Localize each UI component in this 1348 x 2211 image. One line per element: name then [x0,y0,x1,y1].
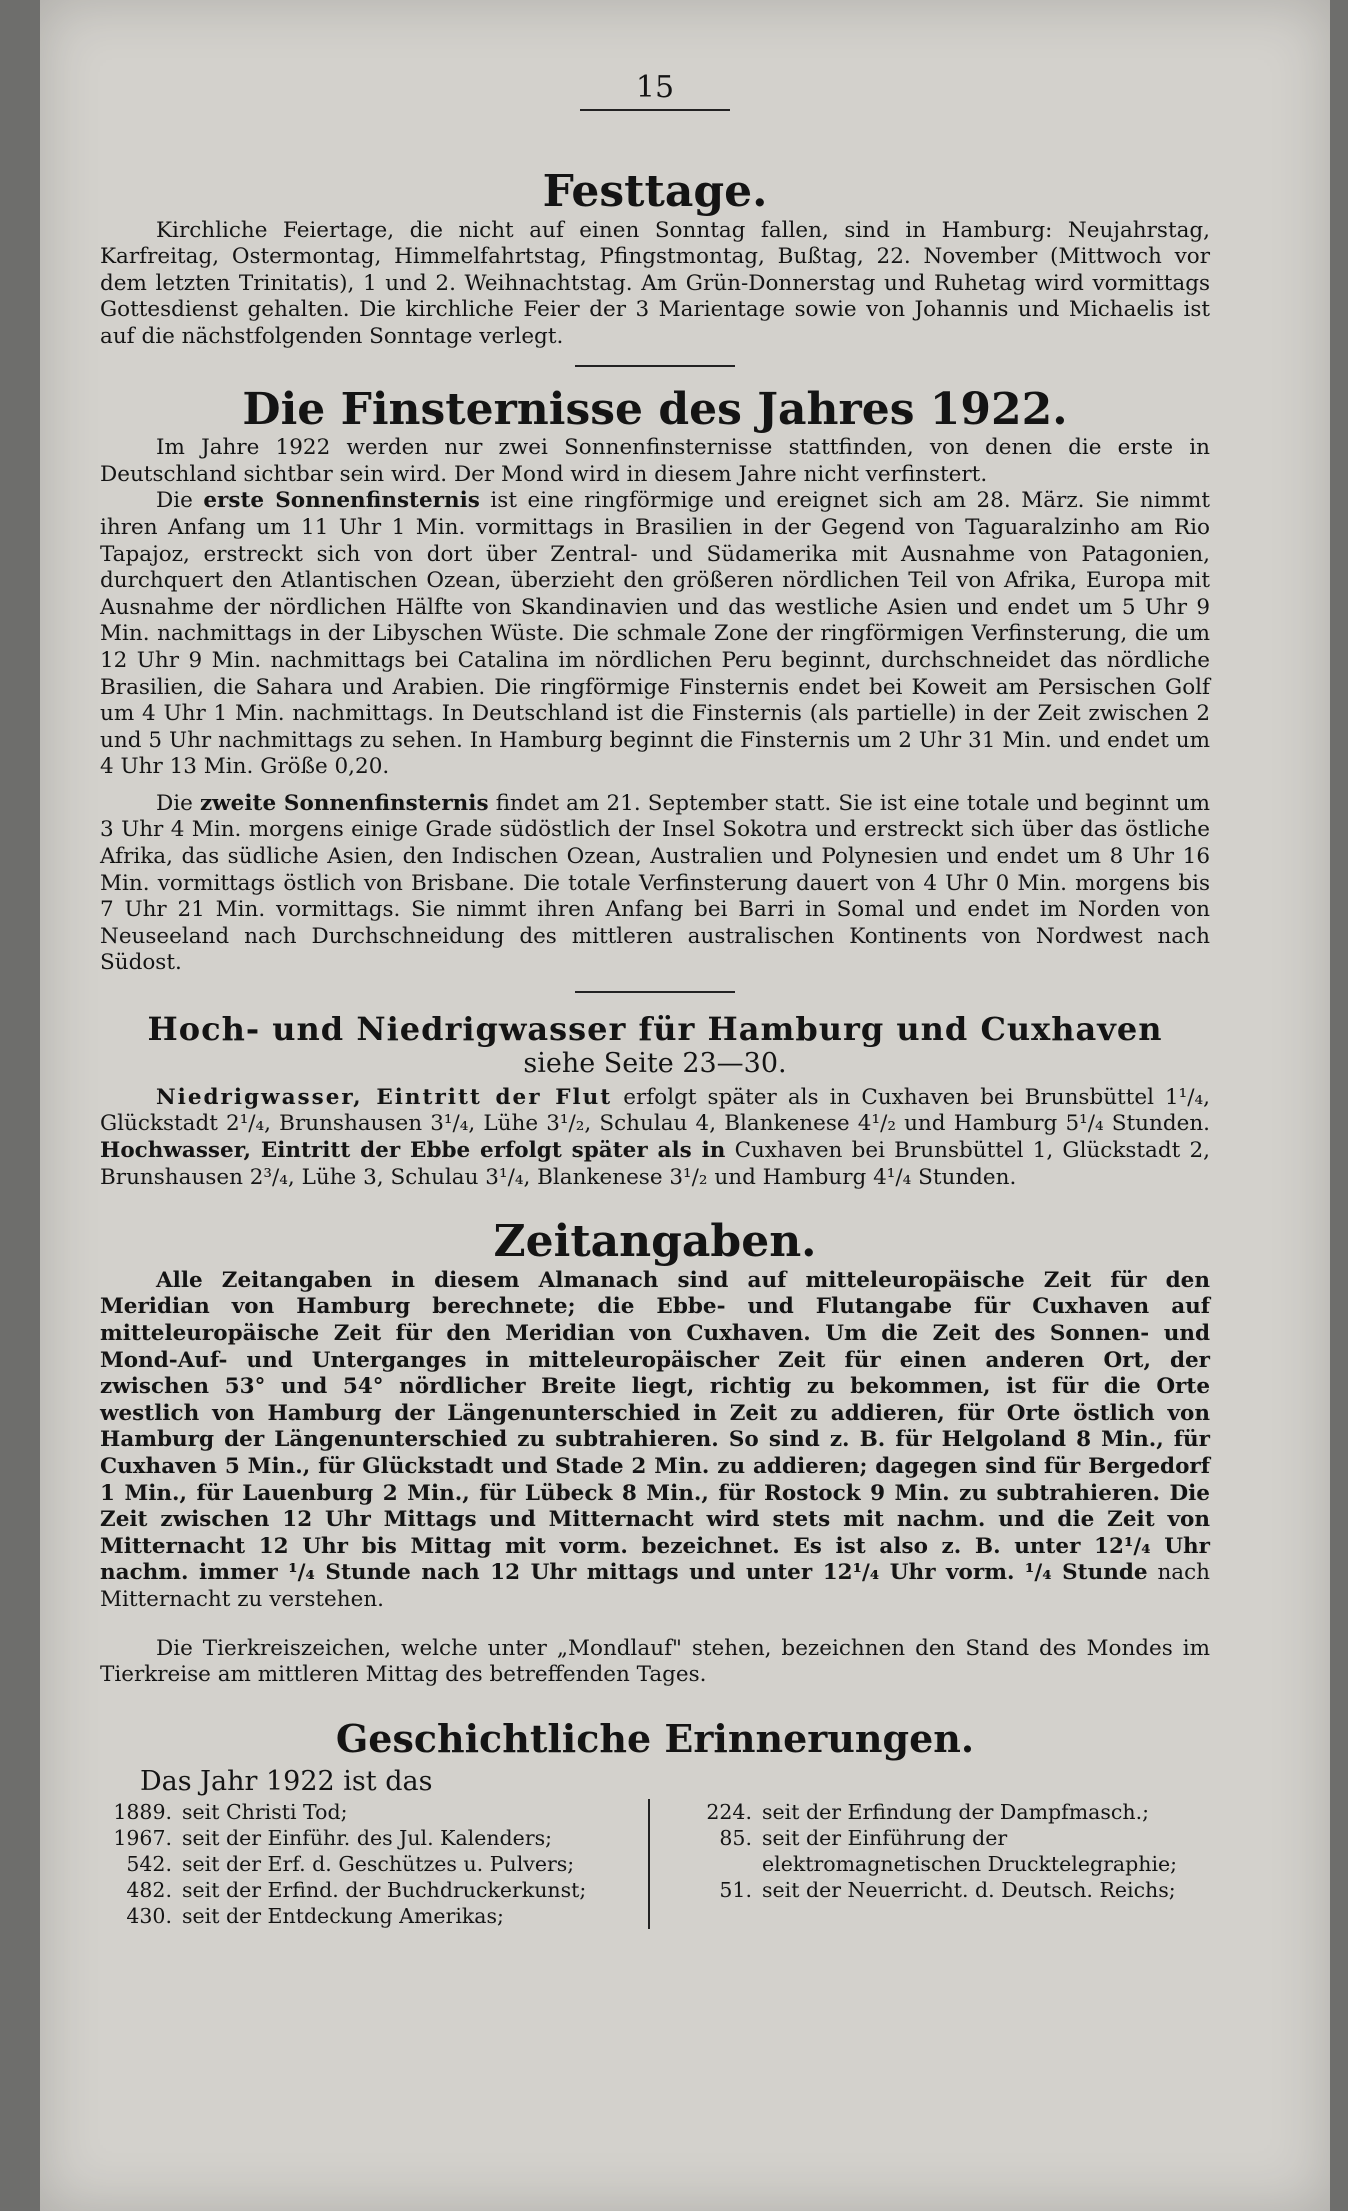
hochwasser-paragraph [100,1085,1210,1191]
section-title-festtage: Festtage. [542,166,768,217]
section-title-hochwasser: Hoch- und Niedrigwasser für Hamburg und Cuxhaven [147,1010,1163,1049]
list-item-year: 85. [719,1826,752,1851]
second-eclipse-term: zweite Sonnenfinsternis [199,790,489,816]
list-item [680,1825,1210,1877]
list-item [680,1799,1210,1825]
erinnerungen-table [100,1799,1210,1929]
list-item-text: seit der Einführung der elektromagnetischen Drucktelegraphie; [762,1826,1178,1877]
section-title-erinnerungen: Geschichtliche Erinnerungen. [335,1715,975,1761]
divider [575,991,735,993]
second-eclipse-paragraph [100,791,1210,977]
divider [575,365,735,367]
list-item-text: seit der Erfindung der Dampfmasch.; [762,1800,1150,1825]
list-item-year: 224. [706,1800,752,1825]
tierkreis-paragraph: Die Tierkreiszeichen, welche unter „Mondlauf" stehen, bezeichnen den Stand des Mondes im Tierkreise am mittleren Mittag des betreffenden Tages. [100,1635,1210,1688]
hochwasser-term: Hochwasser, Eintritt der Ebbe erfolgt später als in [100,1138,726,1164]
list-item [100,1799,630,1825]
list-item [100,1877,630,1903]
second-eclipse-pre: Die [156,790,200,816]
erinnerungen-right-column [650,1799,1210,1929]
list-item [100,1903,630,1929]
list-item-text: seit der Entdeckung Amerikas; [182,1904,504,1929]
zeitangaben-paragraph [100,1268,1210,1614]
section-title-zeitangaben: Zeitangaben. [493,1216,817,1268]
list-item-year: 51. [719,1878,752,1903]
list-item-text: seit der Erf. d. Geschützes u. Pulvers; [182,1852,575,1877]
page-content [100,70,1210,1929]
list-item-year: 1889. [113,1800,172,1825]
list-item-text: seit Christi Tod; [182,1800,348,1825]
list-item-year: 1967. [113,1826,172,1851]
festtage-text: Kirchliche Feiertage, die nicht auf einen Sonntag fallen, sind in Hamburg: Neujahrstag, Karfreitag, Ostermontag, Himmelfahrtstag, Pfingstmontag, Bußtag, 22. November (Mittwoch vor dem letzten Trinitatis), 1 und 2. Weihnachtstag. Am Grün-Donnerstag und Ruhetag wird vormittags Gottesdienst gehalten. Die kirchliche Feier der 3 Marientage sowie von Johannis und Michaelis ist auf die nächstfolgenden Sonntage verlegt. [100,217,1210,349]
list-item [680,1877,1210,1903]
list-item [100,1851,630,1877]
almanac-page [40,0,1330,2211]
list-item-year: 430. [126,1904,172,1929]
header-rule [580,109,730,111]
section-title-finsternisse: Die Finsternisse des Jahres 1922. [242,383,1068,435]
erinnerungen-left-column [100,1799,650,1929]
list-item-year: 542. [126,1852,172,1877]
niedrigwasser-term: Niedrigwasser, Eintritt der Flut [156,1084,613,1110]
list-item-text: seit der Erfind. der Buchdruckerkunst; [182,1878,587,1903]
first-eclipse-paragraph [100,488,1210,781]
niedrigwasser-text: erfolgt später als in Cuxhaven bei Brunsbüttel 1¹/₄, Glückstadt 2¹/₄, Brunshausen 3¹/₄, Lühe 3¹/₂, Schulau 4, Blankenese 4¹/₂ und Hamburg 5¹/₄ Stunden. [100,1084,1210,1137]
first-eclipse-text: ist eine ringförmige und ereignet sich am 28. März. Sie nimmt ihren Anfang um 11 Uhr 1 Min. vormittags in Brasilien in der Gegend von Taguaralzinho am Rio Tapajoz, erstreckt sich von dort über Zentral- und Südamerika mit Ausnahme von Patagonien, durchquert den Atlantischen Ozean, überzieht den größeren nördlichen Teil von Afrika, Europa mit Ausnahme der nördlichen Hälfte von Skandinavien und das westliche Asien und endet um 5 Uhr 9 Min. nachmittags in der Libyschen Wüste. Die schmale Zone der ringförmigen Verfinsterung, die um 12 Uhr 9 Min. nachmittags bei Catalina im nördlichen Peru beginnt, durchschneidet das nördliche Brasilien, die Sahara und Arabien. Die ringförmige Finsternis endet bei Koweit am Persischen Golf um 4 Uhr 1 Min. nachmittags. In Deutschland ist die Finsternis (als partielle) in der Zeit zwischen 2 und 5 Uhr nachmittags zu sehen. In Hamburg beginnt die Finsternis um 2 Uhr 31 Min. und endet um 4 Uhr 13 Min. Größe 0,20. [100,488,1210,780]
first-eclipse-term: erste Sonnenfinsternis [203,488,480,514]
list-item-text: seit der Neuerricht. d. Deutsch. Reichs; [762,1878,1176,1903]
erinnerungen-intro: Das Jahr 1922 ist das [140,1766,433,1798]
list-item-year: 482. [126,1878,172,1903]
second-eclipse-text: findet am 21. September statt. Sie ist eine totale und beginnt um 3 Uhr 4 Min. morgens einige Grade südöstlich der Insel Sokotra und erstreckt sich über das östliche Afrika, das südliche Asien, den Indischen Ozean, Australien und Polynesien und endet um 8 Uhr 16 Min. vormittags östlich von Brisbane. Die totale Verfinsterung dauert von 4 Uhr 0 Min. morgens bis 7 Uhr 21 Min. vormittags. Sie nimmt ihren Anfang bei Barri in Somal und endet im Norden von Neuseeland nach Durchschneidung des mittleren australischen Kontinents von Nordwest nach Südost. [100,790,1210,976]
hochwasser-text: Cuxhaven bei Brunsbüttel 1, Glückstadt 2, Brunshausen 2³/₄, Lühe 3, Schulau 3¹/₄, Blankenese 3¹/₂ und Hamburg 4¹/₄ Stunden. [100,1138,1210,1190]
first-eclipse-pre: Die [156,488,204,514]
list-item [100,1825,630,1851]
zeitangaben-tail-text: nach Mitternacht zu verstehen. [100,1560,1210,1612]
list-item-text: seit der Einführ. des Jul. Kalenders; [182,1826,553,1851]
hochwasser-subtitle: siehe Seite 23—30. [523,1047,787,1079]
zeitangaben-bold-text: Alle Zeitangaben in diesem Almanach sind auf mitteleuropäische Zeit für den Meridian von Hamburg berechnete; die Ebbe- und Flutangabe für Cuxhaven auf mitteleuropäische Zeit für den Meridian von Cuxhaven. Um die Zeit des Sonnen- und Mond-Auf- und Unterganges in mitteleuropäischer Zeit für einen anderen Ort, der zwischen 53° und 54° nördlicher Breite liegt, richtig zu bekommen, ist für die Orte westlich von Hamburg der Längenunterschied in Zeit zu addieren, für Orte östlich von Hamburg der Längenunterschied zu subtrahieren. So sind z. B. für Helgoland 8 Min., für Cuxhaven 5 Min., für Glückstadt und Stade 2 Min. zu addieren; dagegen sind für Bergedorf 1 Min., für Lauenburg 2 Min., für Lübeck 8 Min., für Rostock 9 Min. zu subtrahieren. Die Zeit zwischen 12 Uhr Mittags und Mitternacht wird stets mit nachm. und die Zeit von Mitternacht 12 Uhr bis Mittag mit vorm. bezeichnet. Es ist also z. B. unter 12¹/₄ Uhr nachm. immer ¹/₄ Stunde nach 12 Uhr mittags und unter 12¹/₄ Uhr vorm. ¹/₄ Stunde [100,1267,1210,1586]
finsternisse-intro: Im Jahre 1922 werden nur zwei Sonnenfinsternisse stattfinden, von denen die erste in Deutschland sichtbar sein wird. Der Mond wird in diesem Jahre nicht verfinstert. [100,435,1210,487]
page-number: 15 [635,70,675,105]
